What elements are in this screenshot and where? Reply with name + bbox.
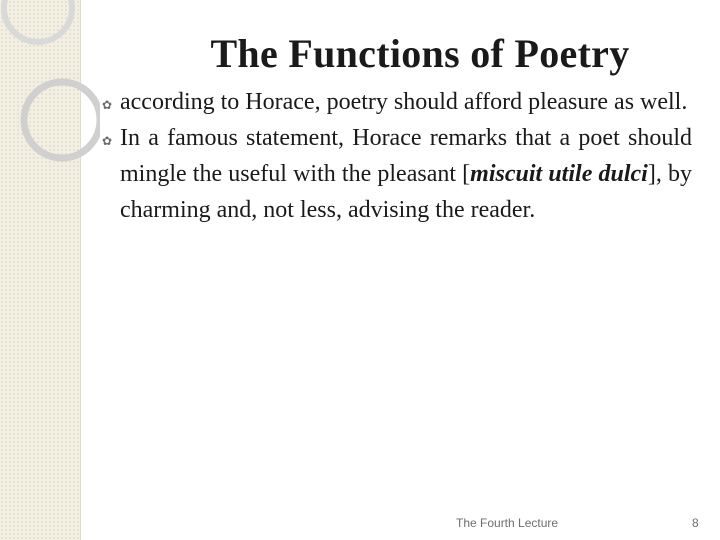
bullet-text-after: ], by charming and, not less, advising the reader. [120,161,692,223]
bullet-list [100,84,692,228]
latin-phrase: miscuit utile dulci [470,161,648,187]
bullet-item [100,84,692,120]
flower-bullet-icon: ✿ [102,134,113,148]
bullet-text-before: In a famous statement, Horace remarks that a poet should mingle the useful with the pleasant [ [120,125,692,187]
page-number: 8 [692,516,699,530]
flower-bullet-icon: ✿ [102,98,113,112]
decorative-circles-icon [0,0,100,200]
bullet-item [100,120,692,228]
bullet-text: according to Horace, poetry should afford pleasure as well. [120,89,688,115]
footer-text: The Fourth Lecture [456,516,559,530]
slide-title: The Functions of Poetry [210,31,630,76]
